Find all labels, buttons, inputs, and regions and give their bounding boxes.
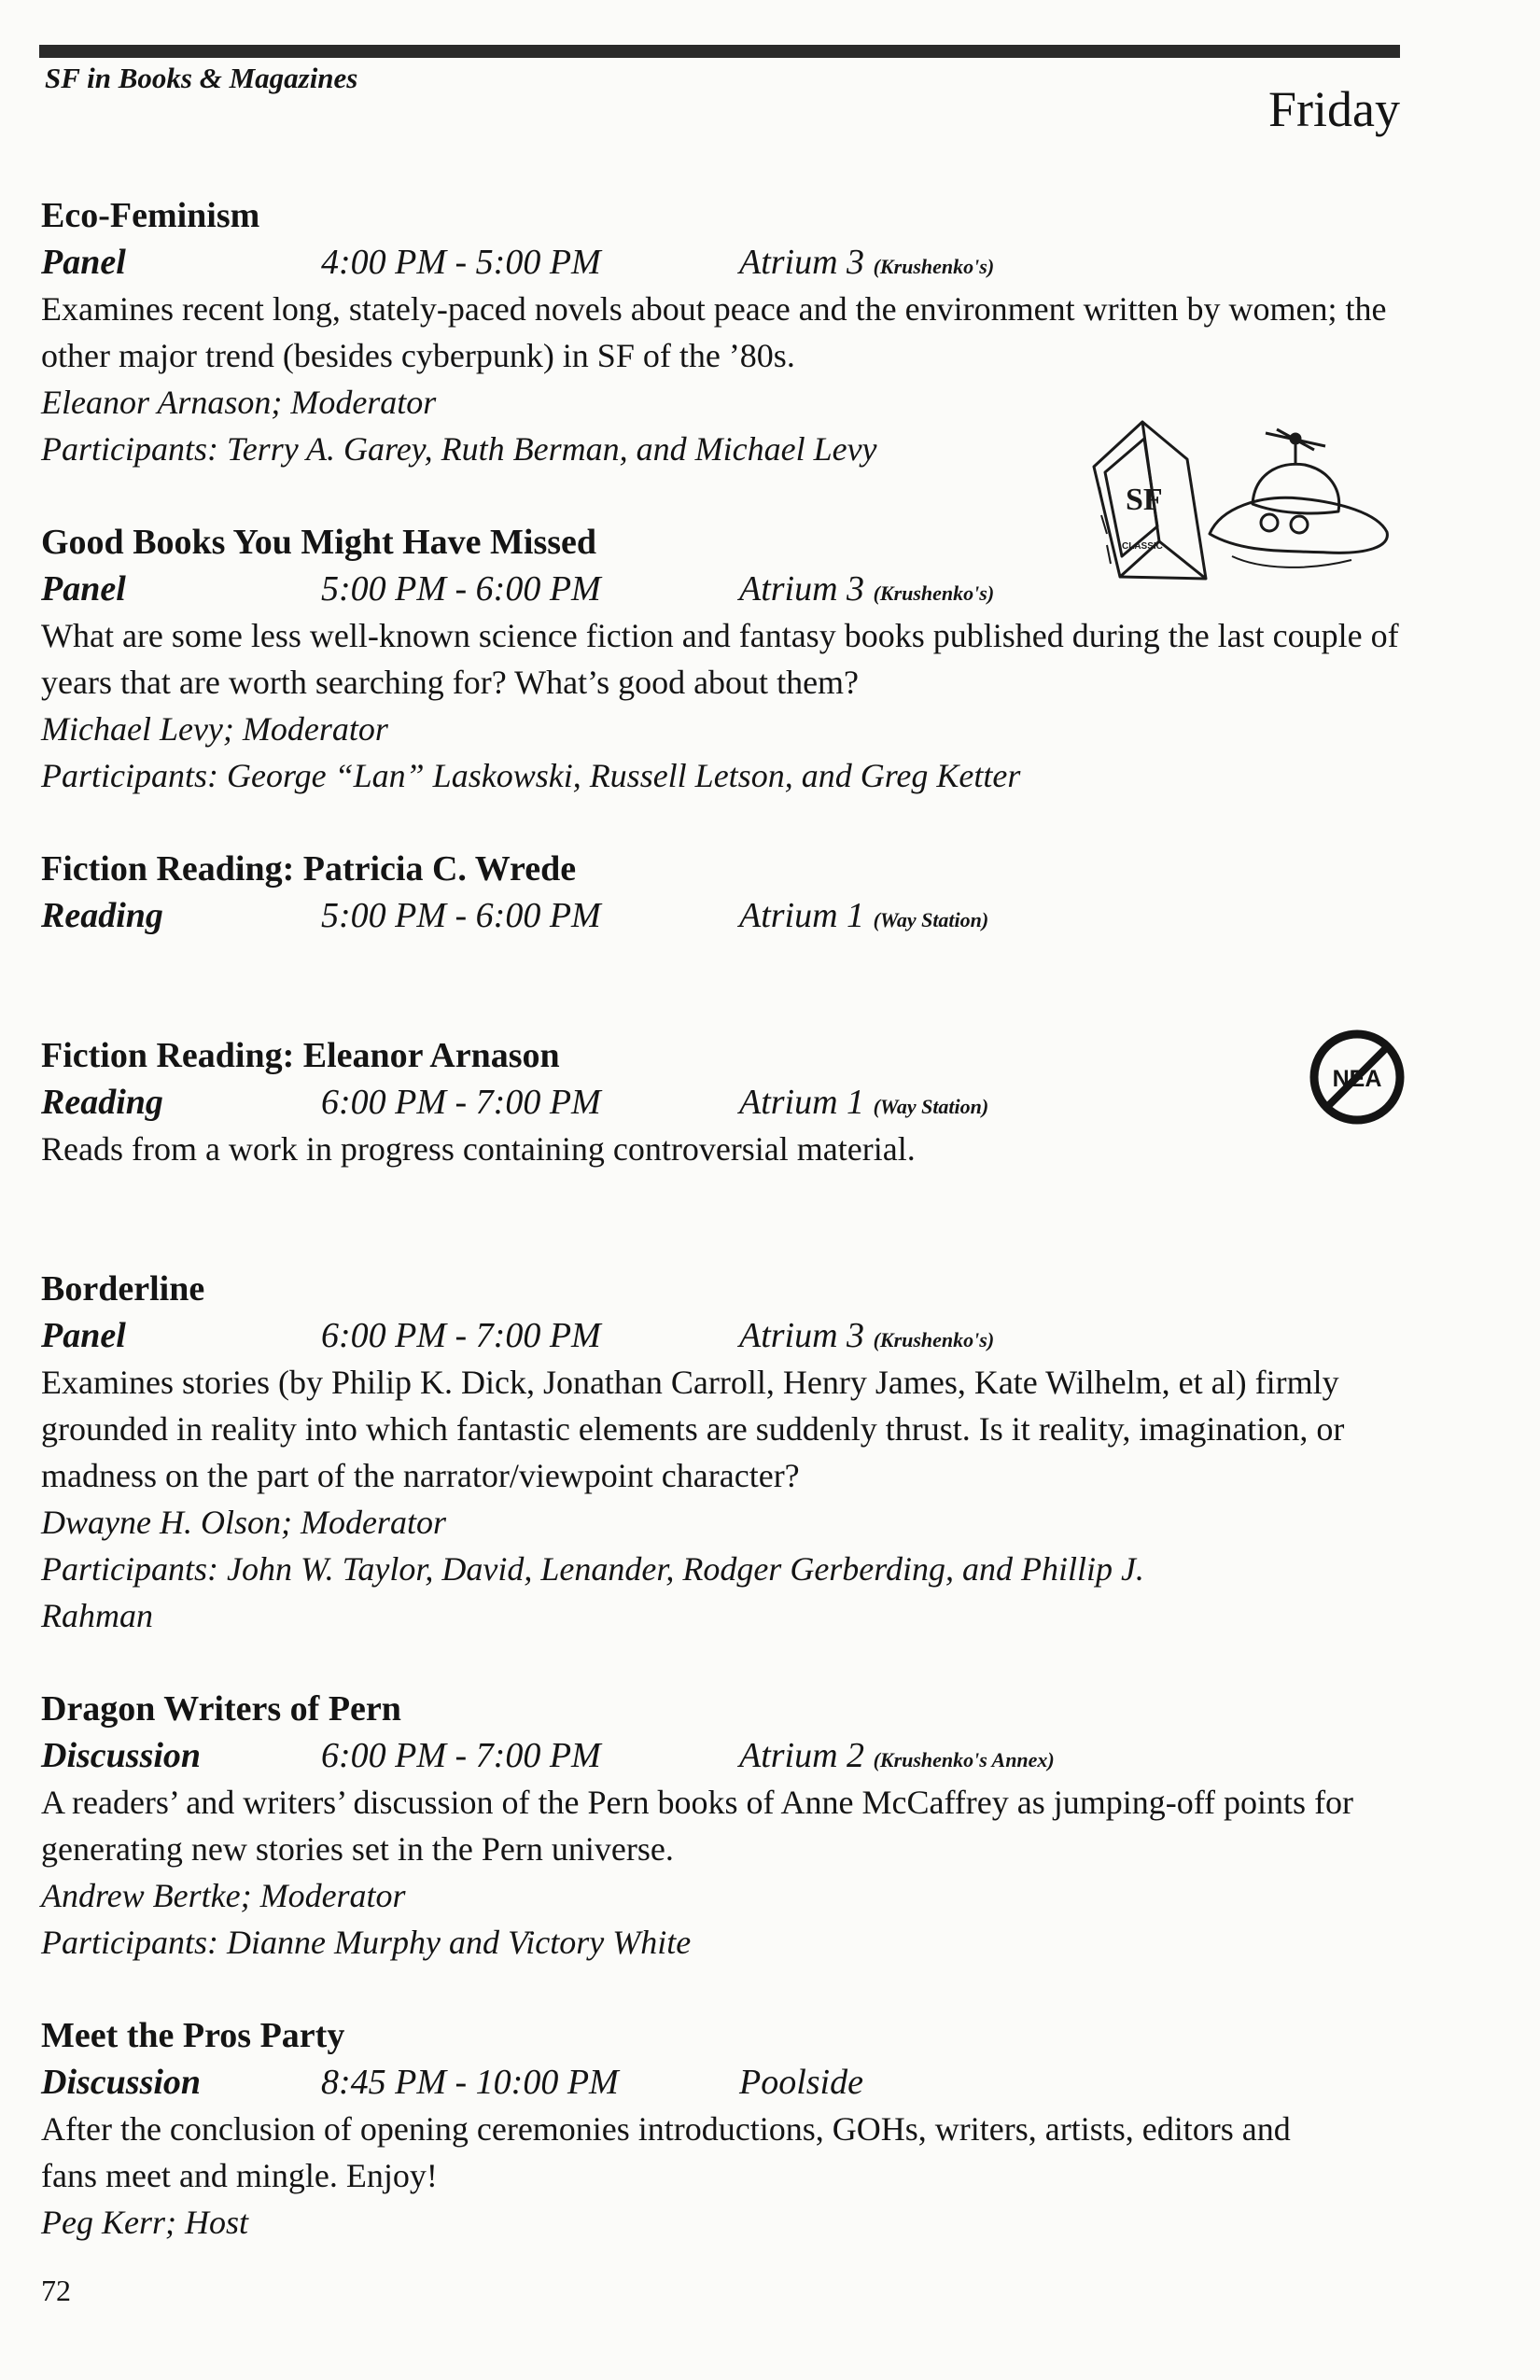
event-participants: Participants: Terry A. Garey, Ruth Berman, and Michael Levy — [41, 430, 877, 468]
section-title: SF in Books & Magazines — [45, 62, 358, 94]
event-type: Reading — [41, 896, 163, 935]
event-description: What are some less well-known science fiction and fantasy books published during the last couple of years that are worth searching for? What’s good about them? — [41, 617, 1399, 701]
event-type: Discussion — [41, 1736, 202, 1775]
event-description: Reads from a work in progress containing controversial material. — [41, 1130, 916, 1168]
event-type: Reading — [41, 1083, 163, 1122]
header-rule — [39, 45, 1400, 58]
event-borderline — [41, 1266, 1441, 1639]
event-dragon-writers — [41, 1686, 1441, 1966]
event-location — [739, 239, 994, 290]
location-name: Atrium 3 — [739, 569, 865, 609]
event-time: 5:00 PM - 6:00 PM — [321, 896, 601, 935]
book-spine-label: CLASSIC — [1122, 541, 1163, 552]
event-time: 6:00 PM - 7:00 PM — [321, 1736, 601, 1775]
event-title: Meet the Pros Party — [41, 2016, 345, 2055]
event-moderator: Andrew Bertke; Moderator — [41, 1877, 406, 1914]
event-type: Panel — [41, 243, 126, 282]
event-meta — [41, 1732, 1441, 1779]
event-reading-arnason — [41, 1032, 1441, 1172]
event-type: Panel — [41, 1316, 126, 1355]
event-location — [739, 2059, 863, 2106]
event-title: Fiction Reading: Eleanor Arnason — [41, 1036, 560, 1075]
event-location — [739, 1079, 988, 1130]
location-name: Atrium 3 — [739, 1316, 865, 1355]
event-location — [739, 566, 994, 617]
event-title: Eco-Feminism — [41, 196, 260, 235]
book-cover-label: SF — [1126, 483, 1163, 517]
event-meta — [41, 1312, 1441, 1359]
location-name: Poolside — [739, 2063, 863, 2102]
page-number: 72 — [41, 2274, 71, 2307]
event-title: Good Books You Might Have Missed — [41, 523, 597, 562]
venue-name: (Way Station) — [873, 1095, 989, 1118]
location-name: Atrium 1 — [739, 896, 865, 935]
event-reading-wrede — [41, 846, 1441, 939]
event-location — [739, 1312, 994, 1364]
event-meet-the-pros — [41, 2012, 1441, 2246]
day-heading: Friday — [1268, 81, 1400, 137]
event-moderator: Michael Levy; Moderator — [41, 710, 388, 748]
event-location — [739, 1732, 1055, 1784]
sf-book-beanie-illustration — [1083, 385, 1400, 599]
event-description: After the conclusion of opening ceremonies introductions, GOHs, writers, artists, editors and fans meet and mingle. Enjoy! — [41, 2110, 1291, 2194]
event-moderator: Peg Kerr; Host — [41, 2204, 248, 2241]
event-location — [739, 892, 988, 944]
event-participants: Participants: John W. Taylor, David, Lenander, Rodger Gerberding, and Phillip J. Rahman — [41, 1550, 1144, 1634]
event-meta — [41, 2059, 1441, 2106]
event-meta — [41, 239, 1441, 286]
event-participants: Participants: Dianne Murphy and Victory White — [41, 1924, 692, 1961]
event-time: 6:00 PM - 7:00 PM — [321, 1316, 601, 1355]
event-title: Fiction Reading: Patricia C. Wrede — [41, 849, 577, 889]
event-moderator: Dwayne H. Olson; Moderator — [41, 1504, 446, 1541]
no-nea-badge-icon — [1305, 1025, 1409, 1129]
event-participants: Participants: George “Lan” Laskowski, Russell Letson, and Greg Ketter — [41, 757, 1021, 794]
location-name: Atrium 2 — [739, 1736, 865, 1775]
event-moderator: Eleanor Arnason; Moderator — [41, 384, 437, 421]
venue-name: (Way Station) — [873, 908, 989, 931]
venue-name: (Krushenko's) — [873, 1328, 995, 1351]
event-title: Dragon Writers of Pern — [41, 1689, 401, 1729]
badge-label: NEA — [1332, 1066, 1382, 1092]
venue-name: (Krushenko's) — [873, 581, 995, 605]
event-description: Examines stories (by Philip K. Dick, Jonathan Carroll, Henry James, Kate Wilhelm, et al) firmly grounded in reality into which fantastic elements are suddenly thrust. Is it reality, imagination, or madness on the part of the narrator/viewpoint character? — [41, 1364, 1345, 1494]
event-title: Borderline — [41, 1269, 205, 1309]
event-type: Discussion — [41, 2063, 202, 2102]
event-description: Examines recent long, stately-paced novels about peace and the environment written by women; the other major trend (besides cyberpunk) in SF of the ’80s. — [41, 290, 1387, 374]
event-time: 6:00 PM - 7:00 PM — [321, 1083, 601, 1122]
location-name: Atrium 3 — [739, 243, 865, 282]
event-time: 4:00 PM - 5:00 PM — [321, 243, 601, 282]
event-meta — [41, 1079, 1441, 1126]
event-time: 8:45 PM - 10:00 PM — [321, 2063, 619, 2102]
event-description: A readers’ and writers’ discussion of the Pern books of Anne McCaffrey as jumping-off points for generating new stories set in the Pern universe. — [41, 1784, 1354, 1868]
event-type: Panel — [41, 569, 126, 609]
location-name: Atrium 1 — [739, 1083, 865, 1122]
venue-name: (Krushenko's) — [873, 255, 995, 278]
event-time: 5:00 PM - 6:00 PM — [321, 569, 601, 609]
venue-name: (Krushenko's Annex) — [873, 1748, 1055, 1771]
event-meta — [41, 892, 1441, 939]
